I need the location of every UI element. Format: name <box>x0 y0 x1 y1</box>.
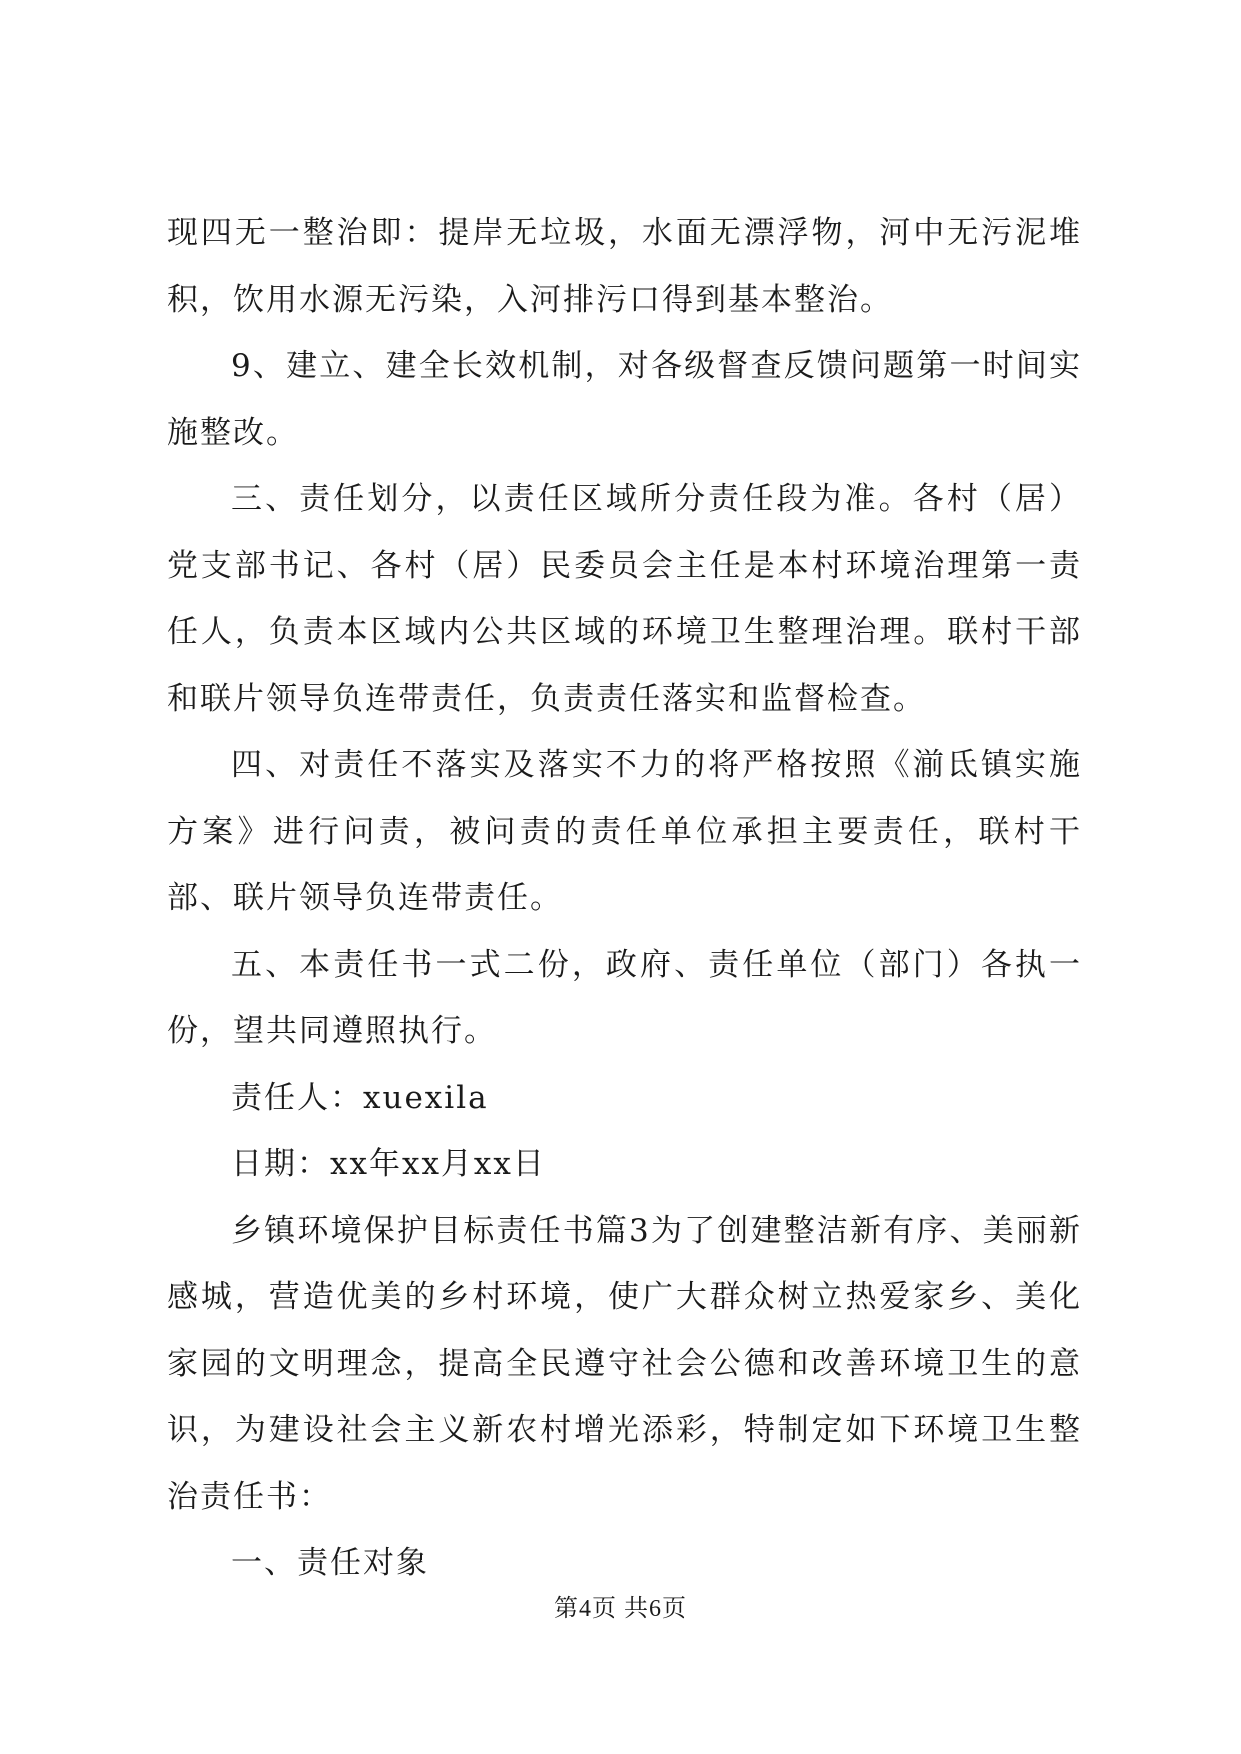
paragraph-chapter-3-intro: 乡镇环境保护目标责任书篇3为了创建整洁新有序、美丽新感城，营造优美的乡村环境，使广大群众树立热爱家乡、美化家园的文明理念，提高全民遵守社会公德和改善环境卫生的意识，为建设社会主义新农村增光添彩，特制定如下环境卫生整治责任书： <box>167 1212 1082 1515</box>
document-body <box>167 200 1082 1597</box>
heading-responsibility-target: 一、责任对象 <box>231 1545 429 1581</box>
responsible-person: 责任人：xuexila <box>231 1079 489 1116</box>
paragraph-river-rectification: 现四无一整治即：提岸无垃圾，水面无漂浮物，河中无污泥堆积，饮用水源无污染，入河排污口得到基本整治。 <box>167 215 1082 318</box>
paragraph-section-5: 五、本责任书一式二份，政府、责任单位（部门）各执一份，望共同遵照执行。 <box>167 946 1082 1049</box>
paragraph-section-4: 四、对责任不落实及落实不力的将严格按照《湔氐镇实施方案》进行问责，被问责的责任单位承担主要责任，联村干部、联片领导负连带责任。 <box>167 747 1082 916</box>
page-number-footer: 第4页 共6页 <box>554 1596 687 1622</box>
paragraph-section-3: 三、责任划分，以责任区域所分责任段为准。各村（居）党支部书记、各村（居）民委员会主任是本村环境治理第一责任人，负责本区域内公共区域的环境卫生整理治理。联村干部和联片领导负连带责任，负责责任落实和监督检查。 <box>167 481 1082 717</box>
date-line: 日期：xx年xx月xx日 <box>231 1146 546 1182</box>
paragraph-item-9: 9、建立、建全长效机制，对各级督查反馈问题第一时间实施整改。 <box>167 348 1082 451</box>
